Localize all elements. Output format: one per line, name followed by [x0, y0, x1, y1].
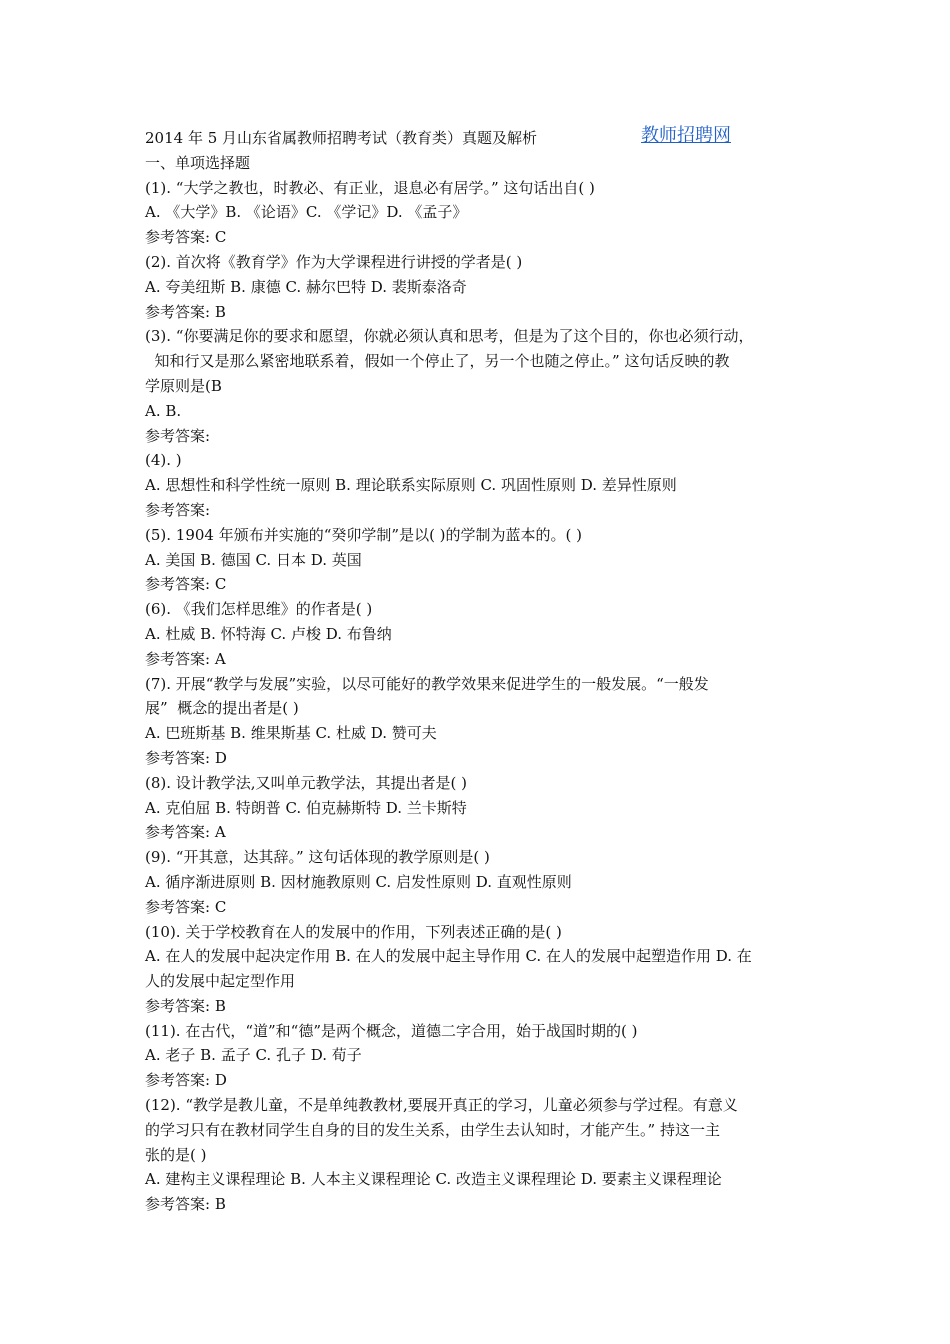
text-line: (11). 在古代，“道”和“德”是两个概念，道德二字合用，始于战国时期的( ): [145, 1021, 638, 1040]
text-line: A. 夸美纽斯 B. 康德 C. 赫尔巴特 D. 裴斯泰洛奇: [145, 277, 467, 296]
text-line: (6). 《我们怎样思维》的作者是( ): [145, 600, 373, 619]
text-line: A. 循序渐进原则 B. 因材施教原则 C. 启发性原则 D. 直观性原则: [145, 872, 572, 891]
question-list: [145, 176, 815, 1217]
text-line: A. 《大学》B. 《论语》C. 《学记》D. 《孟子》: [145, 203, 468, 222]
text-line: A. B.: [145, 401, 182, 420]
text-line: (9). “开其意，达其辞。” 这句话体现的教学原则是( ): [145, 848, 490, 867]
text-line: 参考答案: B: [145, 1195, 226, 1214]
text-line: A. 杜威 B. 怀特海 C. 卢梭 D. 布鲁纳: [145, 624, 392, 643]
text-line: (10). 关于学校教育在人的发展中的作用，下列表述正确的是( ): [145, 922, 562, 941]
text-line: 参考答案: A: [145, 649, 226, 668]
text-line: (5). 1904 年颁布并实施的“癸卯学制”是以( )的学制为蓝本的。( ): [145, 525, 583, 544]
text-line: (7). 开展“教学与发展”实验，以尽可能好的教学效果来促进学生的一般发展。“一般发: [145, 674, 709, 693]
text-line: (4). ): [145, 451, 182, 470]
document-body: [145, 126, 815, 1217]
text-line: 的学习只有在教材同学生自身的目的发生关系，由学生去认知时，才能产生。” 持这一主: [145, 1120, 720, 1139]
text-line: 展” 概念的提出者是( ): [145, 699, 299, 718]
text-line: A. 建构主义课程理论 B. 人本主义课程理论 C. 改造主义课程理论 D. 要素主义课程理论: [145, 1170, 722, 1189]
text-line: (2). 首次将《教育学》作为大学课程进行讲授的学者是( ): [145, 252, 523, 271]
text-line: A. 思想性和科学性统一原则 B. 理论联系实际原则 C. 巩固性原则 D. 差异性原则: [145, 476, 677, 495]
text-line: (1). “大学之教也，时教必、有正业，退息必有居学。” 这句话出自( ): [145, 178, 595, 197]
text-line: 学原则是(B: [145, 376, 222, 395]
text-line: 张的是( ): [145, 1145, 207, 1164]
text-line: A. 在人的发展中起决定作用 B. 在人的发展中起主导作用 C. 在人的发展中起塑造作用 D. 在: [145, 947, 752, 966]
text-line: 参考答案: C: [145, 228, 227, 247]
text-line: 参考答案: C: [145, 897, 227, 916]
text-line: 参考答案:: [145, 426, 211, 445]
text-line: 参考答案: D: [145, 1071, 227, 1090]
text-line: 参考答案: B: [145, 302, 226, 321]
site-link[interactable]: 教师招聘网: [641, 125, 731, 146]
text-line: A. 巴班斯基 B. 维果斯基 C. 杜威 D. 赞可夫: [145, 724, 437, 743]
text-line: 参考答案: D: [145, 748, 227, 767]
page-title: 2014 年 5 月山东省属教师招聘考试（教育类）真题及解析: [145, 129, 538, 147]
text-line: 参考答案: B: [145, 996, 226, 1015]
text-line: 参考答案:: [145, 500, 211, 519]
text-line: 知和行又是那么紧密地联系着，假如一个停止了，另一个也随之停止。” 这句话反映的教: [145, 352, 730, 371]
text-line: 参考答案: A: [145, 823, 226, 842]
text-line: A. 老子 B. 孟子 C. 孔子 D. 荀子: [145, 1046, 362, 1065]
text-line: 人的发展中起定型作用: [145, 972, 296, 991]
section-title: 一、单项选择题: [145, 153, 251, 172]
text-line: (8). 设计教学法,又叫单元教学法，其提出者是( ): [145, 773, 468, 792]
text-line: (12). “教学是教儿童，不是单纯教教材,要展开真正的学习，儿童必须参与学过程。有意义: [145, 1096, 738, 1115]
text-line: 参考答案: C: [145, 575, 227, 594]
text-line: A. 克伯屈 B. 特朗普 C. 伯克赫斯特 D. 兰卡斯特: [145, 798, 467, 817]
title-row: [145, 126, 815, 151]
text-line: (3). “你要满足你的要求和愿望，你就必须认真和思考，但是为了这个目的，你也必须行动，: [145, 327, 754, 346]
text-line: A. 美国 B. 德国 C. 日本 D. 英国: [145, 550, 362, 569]
